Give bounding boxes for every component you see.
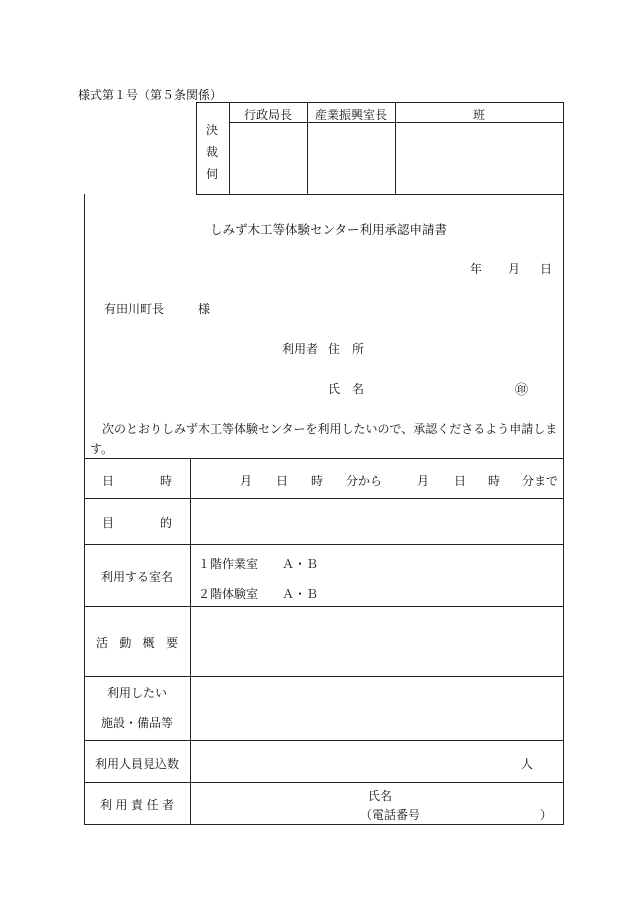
seal-mark: ㊞	[515, 383, 529, 398]
headcount-label: 利用人員見込数	[94, 757, 179, 771]
approval-col-bureau-chief: 行政局長	[243, 108, 292, 122]
approval-label: 決 裁 伺	[205, 123, 218, 181]
applicant-role: 利用者	[282, 342, 319, 356]
activity-label: 活 動 概 要	[96, 636, 178, 650]
manager-phone-close: ）	[540, 808, 553, 822]
facilities-label-line1: 利用したい	[106, 686, 167, 700]
purpose-label: 目 的	[102, 516, 172, 530]
approval-col-team: 班	[472, 108, 485, 122]
room-2-name: ２階体験室	[198, 587, 259, 601]
datetime-label: 日 時	[102, 474, 172, 488]
date-year: 年	[470, 262, 483, 276]
addressee-name: 有田川町長	[104, 302, 165, 316]
rooms-label: 利用する室名	[100, 570, 173, 584]
facilities-field[interactable]	[191, 677, 563, 740]
room-1-options[interactable]: Ａ・Ｂ	[282, 557, 319, 571]
room-2-options[interactable]: Ａ・Ｂ	[282, 587, 319, 601]
form-title: しみず木工等体験センター利用承認申請書	[210, 222, 448, 237]
purpose-field[interactable]	[191, 499, 563, 544]
room-1-name: １階作業室	[198, 557, 259, 571]
date-day: 日	[540, 262, 553, 276]
approval-col-industry-office-chief: 産業振興室長	[314, 108, 387, 122]
request-text-line1: 次のとおりしみず木工等体験センターを利用したいので、承認くださるよう申請しま	[102, 422, 558, 436]
manager-phone-open: （電話番号	[360, 808, 421, 822]
facilities-label-line2: 施設・備品等	[100, 716, 173, 730]
applicant-name-label: 氏 名	[328, 382, 365, 396]
manager-label: 利 用 責 任 者	[100, 798, 174, 812]
applicant-address-label: 住 所	[328, 342, 365, 356]
date-month: 月	[508, 262, 521, 276]
addressee-honorific: 様	[198, 302, 211, 316]
headcount-unit: 人	[521, 757, 534, 771]
form-number: 様式第１号（第５条関係）	[78, 88, 223, 102]
headcount-field[interactable]	[191, 741, 511, 782]
activity-field[interactable]	[191, 607, 563, 676]
manager-name-label: 氏名	[368, 789, 393, 803]
request-text-line2: す。	[90, 442, 114, 456]
